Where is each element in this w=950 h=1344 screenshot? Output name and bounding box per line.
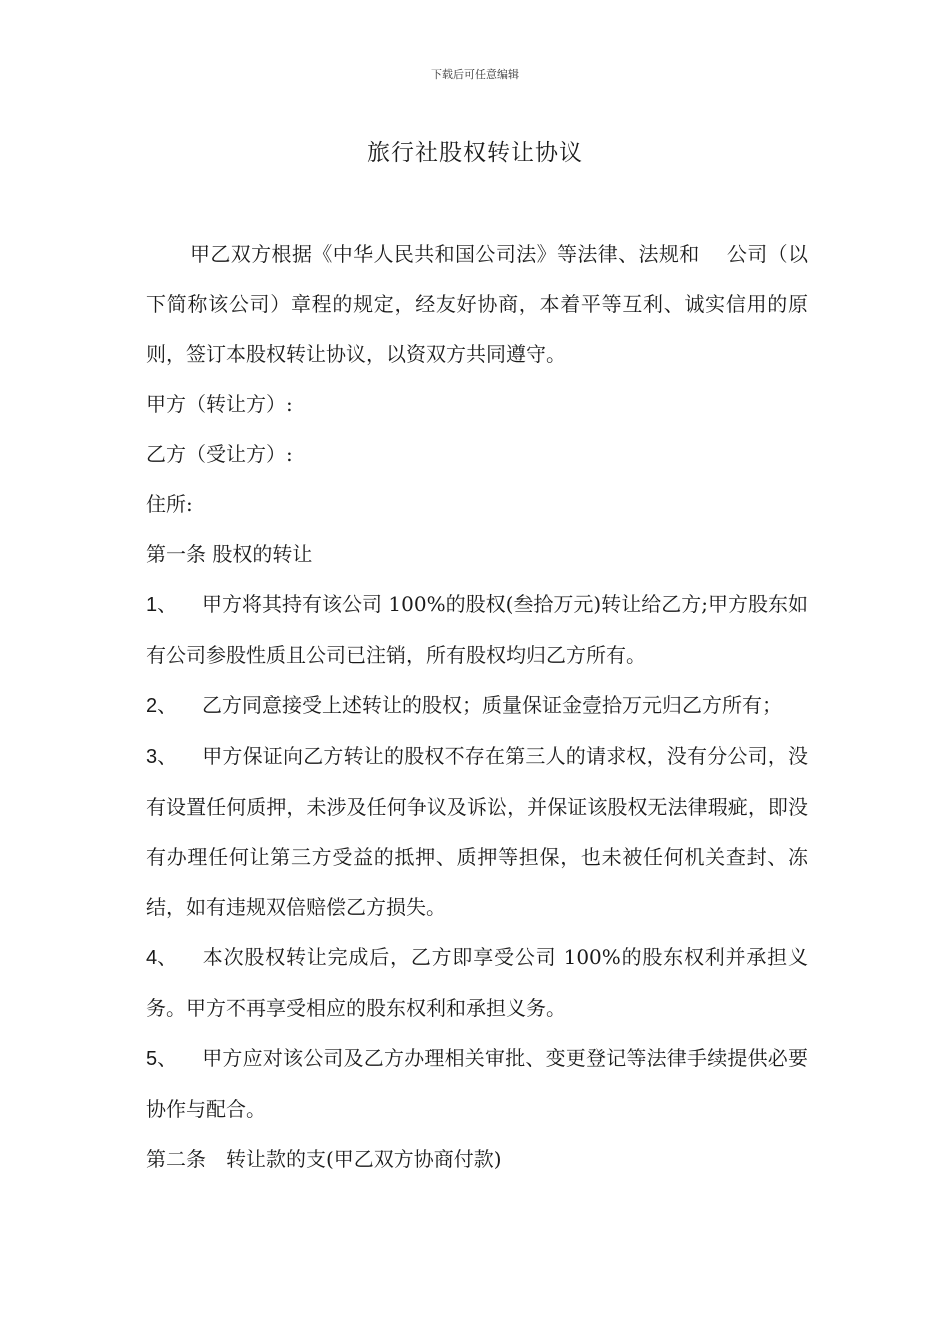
clause-number: 5、	[146, 1048, 178, 1070]
clause-text: 甲方保证向乙方转让的股权不存在第三人的请求权，没有分公司，没有设置任何质押，未涉及任何争议及诉讼，并保证该股权无法律瑕疵，即没有办理任何让第三方受益的抵押、质押等担保，也未被任何机关查封、冻结，如有违规双倍赔偿乙方损失。	[146, 744, 808, 919]
preamble-paragraph: 甲乙双方根据《中华人民共和国公司法》等法律、法规和 公司（以下简称该公司）章程的规定，经友好协商，本着平等互利、诚实信用的原则，签订本股权转让协议，以资双方共同遵守。	[146, 242, 808, 366]
clause-item	[146, 1033, 808, 1134]
document-title: 旅行社股权转让协议	[367, 140, 583, 166]
clause-number: 3、	[146, 746, 178, 768]
clause-item	[146, 579, 808, 680]
party-b-line: 乙方（受让方）:	[146, 442, 293, 466]
clause-text: 甲方应对该公司及乙方办理相关审批、变更登记等法律手续提供必要协作与配合。	[146, 1046, 808, 1121]
clause-item	[146, 932, 808, 1033]
clause-item	[146, 731, 808, 932]
address-line: 住所:	[146, 492, 193, 516]
clause-number: 1、	[146, 594, 178, 616]
article-1-title: 第一条 股权的转让	[146, 542, 313, 566]
clause-text: 乙方同意接受上述转让的股权；质量保证金壹拾万元归乙方所有；	[202, 693, 782, 717]
clause-text: 甲方将其持有该公司 100%的股权(叁拾万元)转让给乙方;甲方股东如有公司参股性质且公司已注销，所有股权均归乙方所有。	[146, 592, 808, 667]
clause-number: 4、	[146, 947, 178, 969]
party-a-line: 甲方（转让方）:	[146, 392, 293, 416]
document-body	[146, 229, 808, 1184]
article-2-title: 第二条 转让款的支(甲乙双方协商付款)	[146, 1147, 502, 1171]
clause-number: 2、	[146, 695, 178, 717]
clause-text: 本次股权转让完成后，乙方即享受公司 100%的股东权利并承担义务。甲方不再享受相应的股东权利和承担义务。	[146, 945, 808, 1020]
clause-item	[146, 680, 808, 731]
header-note: 下载后可任意编辑	[431, 68, 519, 81]
